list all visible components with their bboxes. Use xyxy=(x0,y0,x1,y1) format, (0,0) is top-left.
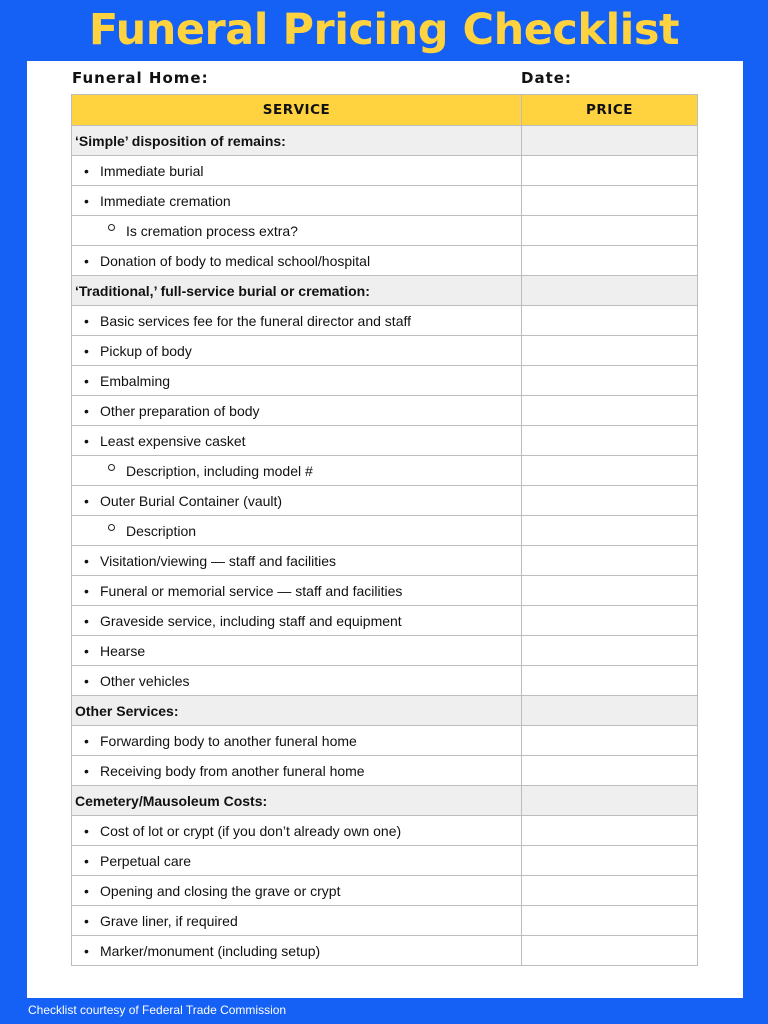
bullet-icon: • xyxy=(84,613,89,629)
price-cell[interactable] xyxy=(522,156,698,186)
service-cell xyxy=(72,756,522,786)
service-cell xyxy=(72,216,522,246)
service-label: Visitation/viewing — staff and facilities xyxy=(100,552,337,569)
pricing-table xyxy=(71,94,698,966)
service-cell xyxy=(72,156,522,186)
price-cell[interactable] xyxy=(522,756,698,786)
hollow-bullet-icon xyxy=(108,224,115,231)
service-cell xyxy=(72,306,522,336)
table-row xyxy=(72,636,698,666)
price-cell[interactable] xyxy=(522,936,698,966)
price-cell[interactable] xyxy=(522,216,698,246)
bullet-icon: • xyxy=(84,883,89,899)
service-label: Marker/monument (including setup) xyxy=(100,942,321,959)
service-label: Other vehicles xyxy=(100,672,190,689)
service-cell xyxy=(72,816,522,846)
service-label: Donation of body to medical school/hospital xyxy=(100,252,371,269)
price-cell[interactable] xyxy=(522,126,698,156)
service-cell xyxy=(72,426,522,456)
service-cell xyxy=(72,876,522,906)
service-cell xyxy=(72,786,522,816)
service-cell xyxy=(72,576,522,606)
service-cell xyxy=(72,696,522,726)
section-row xyxy=(72,696,698,726)
page-title: Funeral Pricing Checklist xyxy=(88,5,680,55)
price-cell[interactable] xyxy=(522,306,698,336)
service-cell xyxy=(72,936,522,966)
service-label: Forwarding body to another funeral home xyxy=(100,732,357,749)
table-row xyxy=(72,186,698,216)
table-row xyxy=(72,516,698,546)
service-cell xyxy=(72,276,522,306)
bullet-icon: • xyxy=(84,163,89,179)
checklist-sheet xyxy=(27,61,743,998)
service-label: Grave liner, if required xyxy=(100,912,238,929)
price-cell[interactable] xyxy=(522,906,698,936)
service-label: Embalming xyxy=(100,372,171,389)
price-cell[interactable] xyxy=(522,336,698,366)
price-cell[interactable] xyxy=(522,276,698,306)
price-cell[interactable] xyxy=(522,426,698,456)
bullet-icon: • xyxy=(84,493,89,509)
table-row xyxy=(72,726,698,756)
table-row xyxy=(72,216,698,246)
price-cell[interactable] xyxy=(522,726,698,756)
service-cell xyxy=(72,486,522,516)
table-row xyxy=(72,666,698,696)
bullet-icon: • xyxy=(84,643,89,659)
bullet-icon: • xyxy=(84,823,89,839)
table-row xyxy=(72,576,698,606)
price-cell[interactable] xyxy=(522,696,698,726)
table-row xyxy=(72,366,698,396)
price-cell[interactable] xyxy=(522,366,698,396)
bullet-icon: • xyxy=(84,853,89,869)
service-cell xyxy=(72,516,522,546)
bullet-icon: • xyxy=(84,943,89,959)
price-cell[interactable] xyxy=(522,876,698,906)
service-cell xyxy=(72,906,522,936)
service-label: Basic services fee for the funeral director and staff xyxy=(100,312,412,329)
price-cell[interactable] xyxy=(522,576,698,606)
bullet-icon: • xyxy=(84,763,89,779)
price-cell[interactable] xyxy=(522,486,698,516)
service-cell xyxy=(72,636,522,666)
bullet-icon: • xyxy=(84,343,89,359)
service-label: Description xyxy=(126,522,197,539)
table-row xyxy=(72,246,698,276)
bullet-icon: • xyxy=(84,373,89,389)
table-row xyxy=(72,336,698,366)
date-label: Date: xyxy=(521,69,572,87)
service-label: Immediate cremation xyxy=(100,192,231,209)
price-cell[interactable] xyxy=(522,186,698,216)
section-heading: Cemetery/Mausoleum Costs: xyxy=(75,792,268,809)
table-header-row xyxy=(72,95,698,126)
bullet-icon: • xyxy=(84,553,89,569)
service-cell xyxy=(72,846,522,876)
price-cell[interactable] xyxy=(522,546,698,576)
table-row xyxy=(72,876,698,906)
bullet-icon: • xyxy=(84,313,89,329)
service-label: Outer Burial Container (vault) xyxy=(100,492,283,509)
table-row xyxy=(72,396,698,426)
price-cell[interactable] xyxy=(522,606,698,636)
service-label: Perpetual care xyxy=(100,852,192,869)
footer-credit: Checklist courtesy of Federal Trade Commission xyxy=(28,1003,287,1017)
service-cell xyxy=(72,336,522,366)
service-label: Least expensive casket xyxy=(100,432,246,449)
service-cell xyxy=(72,186,522,216)
table-row xyxy=(72,756,698,786)
price-cell[interactable] xyxy=(522,636,698,666)
service-label: Opening and closing the grave or crypt xyxy=(100,882,341,899)
service-cell xyxy=(72,606,522,636)
price-cell[interactable] xyxy=(522,666,698,696)
service-cell xyxy=(72,396,522,426)
funeral-home-label: Funeral Home: xyxy=(72,69,209,87)
service-cell xyxy=(72,246,522,276)
service-label: Is cremation process extra? xyxy=(126,222,298,239)
price-cell[interactable] xyxy=(522,516,698,546)
service-cell xyxy=(72,546,522,576)
table-row xyxy=(72,906,698,936)
service-cell xyxy=(72,666,522,696)
bullet-icon: • xyxy=(84,193,89,209)
bullet-icon: • xyxy=(84,913,89,929)
section-heading: Other Services: xyxy=(75,702,179,719)
table-row xyxy=(72,456,698,486)
table-row xyxy=(72,486,698,516)
hollow-bullet-icon xyxy=(108,524,115,531)
service-cell xyxy=(72,366,522,396)
bullet-icon: • xyxy=(84,733,89,749)
table-body xyxy=(72,126,698,966)
service-label: Other preparation of body xyxy=(100,402,260,419)
section-row xyxy=(72,276,698,306)
table-row xyxy=(72,846,698,876)
service-column-header: SERVICE xyxy=(72,95,522,126)
bullet-icon: • xyxy=(84,403,89,419)
service-cell xyxy=(72,456,522,486)
table-row xyxy=(72,426,698,456)
table-row xyxy=(72,306,698,336)
price-cell[interactable] xyxy=(522,786,698,816)
price-cell[interactable] xyxy=(522,396,698,426)
section-row xyxy=(72,126,698,156)
service-cell xyxy=(72,126,522,156)
table-row xyxy=(72,546,698,576)
section-heading: ‘Traditional,’ full-service burial or cremation: xyxy=(75,282,370,299)
price-cell[interactable] xyxy=(522,456,698,486)
price-cell[interactable] xyxy=(522,816,698,846)
table-row xyxy=(72,606,698,636)
section-heading: ‘Simple’ disposition of remains: xyxy=(75,132,286,149)
service-label: Description, including model # xyxy=(126,462,313,479)
price-cell[interactable] xyxy=(522,246,698,276)
service-label: Cost of lot or crypt (if you don’t already own one) xyxy=(100,822,402,839)
service-label: Receiving body from another funeral home xyxy=(100,762,365,779)
bullet-icon: • xyxy=(84,433,89,449)
hollow-bullet-icon xyxy=(108,464,115,471)
bullet-icon: • xyxy=(84,253,89,269)
bullet-icon: • xyxy=(84,583,89,599)
table-row xyxy=(72,156,698,186)
table-row xyxy=(72,816,698,846)
service-cell xyxy=(72,726,522,756)
service-label: Funeral or memorial service — staff and facilities xyxy=(100,582,403,599)
bullet-icon: • xyxy=(84,673,89,689)
price-column-header: PRICE xyxy=(522,95,698,126)
service-label: Pickup of body xyxy=(100,342,192,359)
table-row xyxy=(72,936,698,966)
service-label: Graveside service, including staff and equipment xyxy=(100,612,402,629)
service-label: Hearse xyxy=(100,642,146,659)
price-cell[interactable] xyxy=(522,846,698,876)
section-row xyxy=(72,786,698,816)
service-label: Immediate burial xyxy=(100,162,204,179)
